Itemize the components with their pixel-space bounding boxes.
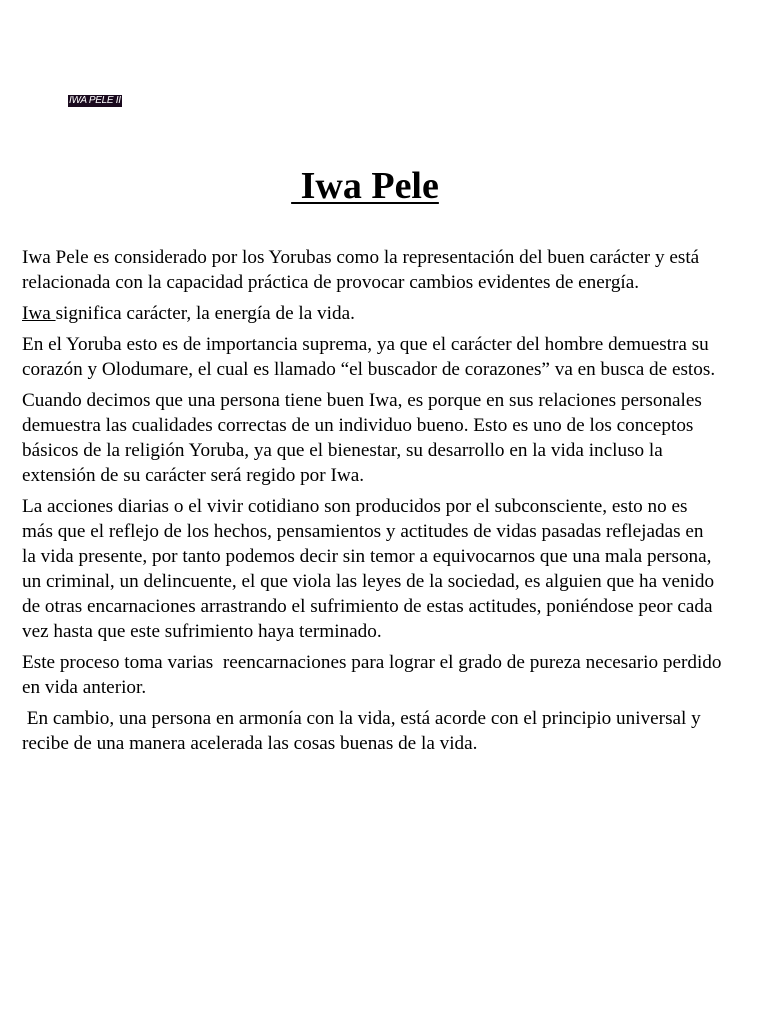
paragraph-6: Este proceso toma varias reencarnaciones para lograr el grado de pureza necesario perdido en vida anterior. bbox=[22, 652, 727, 698]
term-iwa: Iwa bbox=[22, 303, 56, 324]
paragraph-5: La acciones diarias o el vivir cotidiano son producidos por el subconsciente, esto no es más que el reflejo de los hechos, pensamientos y actitudes de vidas pasadas reflejadas en la vida presente, por tanto podemos decir sin temor a equivocarnos que una mala persona, un criminal, un delincuente, el que viola las leyes de la sociedad, es alguien que ha venido de otras encarnaciones arrastrando el sufrimiento de estas actitudes, poniéndose peor cada vez hasta que este sufrimiento haya terminado. bbox=[22, 496, 715, 642]
paragraph-3: En el Yoruba esto es de importancia suprema, ya que el carácter del hombre demuestra su corazón y Olodumare, el cual es llamado “el buscador de corazones” va en busca de estos. bbox=[22, 334, 716, 380]
paragraph-4: Cuando decimos que una persona tiene buen Iwa, es porque en sus relaciones personales demuestra las cualidades correctas de un individuo bueno. Esto es uno de los conceptos básicos de la religión Yoruba, ya que el bienestar, su desarrollo en la vida incluso la extensión de su carácter será regido por Iwa. bbox=[22, 390, 702, 486]
paragraph-2-rest: significa carácter, la energía de la vida. bbox=[55, 303, 355, 324]
paragraph-2 bbox=[22, 301, 722, 326]
header-tag: IWA PELE II bbox=[69, 95, 121, 106]
paragraph-7: En cambio, una persona en armonía con la vida, está acorde con el principio universal y recibe de una manera acelerada las cosas buenas de la vida. bbox=[22, 708, 706, 754]
paragraph-1: Iwa Pele es considerado por los Yorubas como la representación del buen carácter y está relacionada con la capacidad práctica de provocar cambios evidentes de energía. bbox=[22, 247, 700, 293]
page-title bbox=[0, 162, 730, 210]
page-title-text: Iwa Pele bbox=[291, 165, 439, 207]
document-body bbox=[22, 245, 727, 762]
